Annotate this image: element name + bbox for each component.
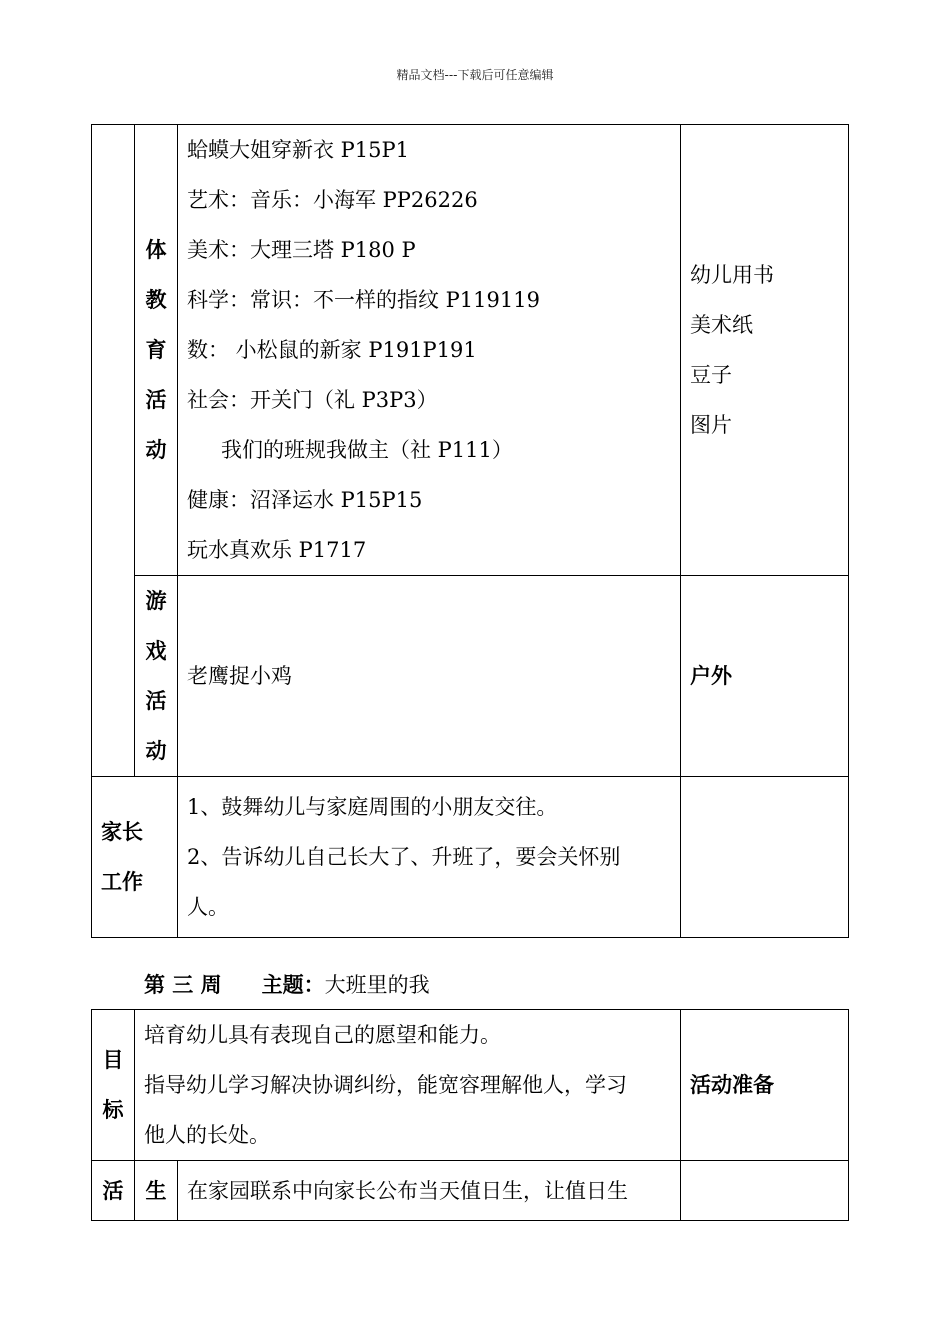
material-item: 图片	[690, 413, 732, 437]
row-label-outer	[92, 1161, 135, 1221]
label-char: 活	[145, 388, 167, 412]
activity-line: 蛤蟆大姐穿新衣 P15P1	[187, 138, 410, 162]
activity-line: 艺术：音乐：小海军 PP26226	[187, 188, 478, 212]
activity-line: 科学：常识：不一样的指纹 P119119	[187, 288, 540, 312]
prep-header-text: 活动准备	[690, 1073, 774, 1097]
activity-line: 我们的班规我做主（社 P111）	[221, 438, 513, 462]
parent-work-row	[92, 777, 849, 938]
label-char: 动	[145, 739, 167, 763]
game-activity-content	[178, 576, 681, 777]
daily-life-content	[178, 1161, 681, 1221]
label-char: 生	[145, 1178, 167, 1203]
activity-line: 健康：沼泽运水 P15P15	[187, 488, 423, 512]
week-plan-table	[91, 124, 849, 938]
week-heading	[144, 969, 430, 999]
activity-line: 数： 小松鼠的新家 P191P191	[187, 338, 477, 362]
label-char: 活	[102, 1178, 124, 1203]
location-text: 户外	[690, 664, 732, 688]
material-item: 美术纸	[690, 313, 753, 337]
label-char: 教	[145, 288, 167, 312]
game-name: 老鹰捉小鸡	[187, 664, 292, 688]
label-char: 体	[145, 238, 167, 262]
goal-content	[135, 1010, 681, 1161]
parent-work-line: 人。	[187, 895, 229, 919]
game-activity-row	[92, 576, 849, 777]
game-activity-label	[135, 576, 178, 777]
daily-life-line: 在家园联系中向家长公布当天值日生，让值日生	[187, 1178, 628, 1203]
activity-prep-header	[681, 1010, 849, 1161]
row-label-inner	[135, 1161, 178, 1221]
activity-line: 玩水真欢乐 P1717	[187, 538, 367, 562]
daily-life-prep	[681, 1161, 849, 1221]
merged-left-cell	[92, 125, 135, 777]
goal-line: 指导幼儿学习解决协调纠纷，能宽容理解他人，学习	[144, 1073, 627, 1097]
material-item: 豆子	[690, 363, 732, 387]
education-activity-content	[178, 125, 681, 576]
theme-title: 大班里的我	[324, 973, 430, 997]
label-char: 游	[145, 589, 167, 613]
goal-row	[92, 1010, 849, 1161]
goal-label	[92, 1010, 135, 1161]
parent-work-line: 1、鼓舞幼儿与家庭周围的小朋友交往。	[187, 795, 558, 819]
education-materials	[681, 125, 849, 576]
week-label: 第 三 周	[144, 973, 222, 997]
activity-line: 社会：开关门（礼 P3P3）	[187, 388, 438, 412]
label-char: 目	[102, 1048, 124, 1072]
label-char: 标	[102, 1098, 124, 1122]
week3-plan-table	[91, 1009, 849, 1221]
daily-life-row	[92, 1161, 849, 1221]
parent-work-content	[178, 777, 681, 938]
label-line: 工作	[101, 870, 143, 894]
goal-line: 他人的长处。	[144, 1123, 270, 1147]
goal-line: 培育幼儿具有表现自己的愿望和能力。	[144, 1023, 501, 1047]
education-activity-row	[92, 125, 849, 576]
label-char: 活	[145, 689, 167, 713]
theme-label: 主题：	[261, 973, 325, 997]
label-char: 戏	[145, 639, 167, 663]
education-activity-label	[135, 125, 178, 576]
activity-line: 美术：大理三塔 P180 P	[187, 238, 416, 262]
label-char: 育	[145, 338, 167, 362]
material-item: 幼儿用书	[690, 263, 774, 287]
label-char: 动	[145, 438, 167, 462]
page-header: 精品文档---下载后可任意编辑	[396, 68, 554, 82]
parent-work-extra	[681, 777, 849, 938]
parent-work-line: 2、告诉幼儿自己长大了、升班了，要会关怀别	[187, 845, 621, 869]
parent-work-label	[92, 777, 178, 938]
game-location	[681, 576, 849, 777]
label-line: 家长	[101, 820, 143, 844]
